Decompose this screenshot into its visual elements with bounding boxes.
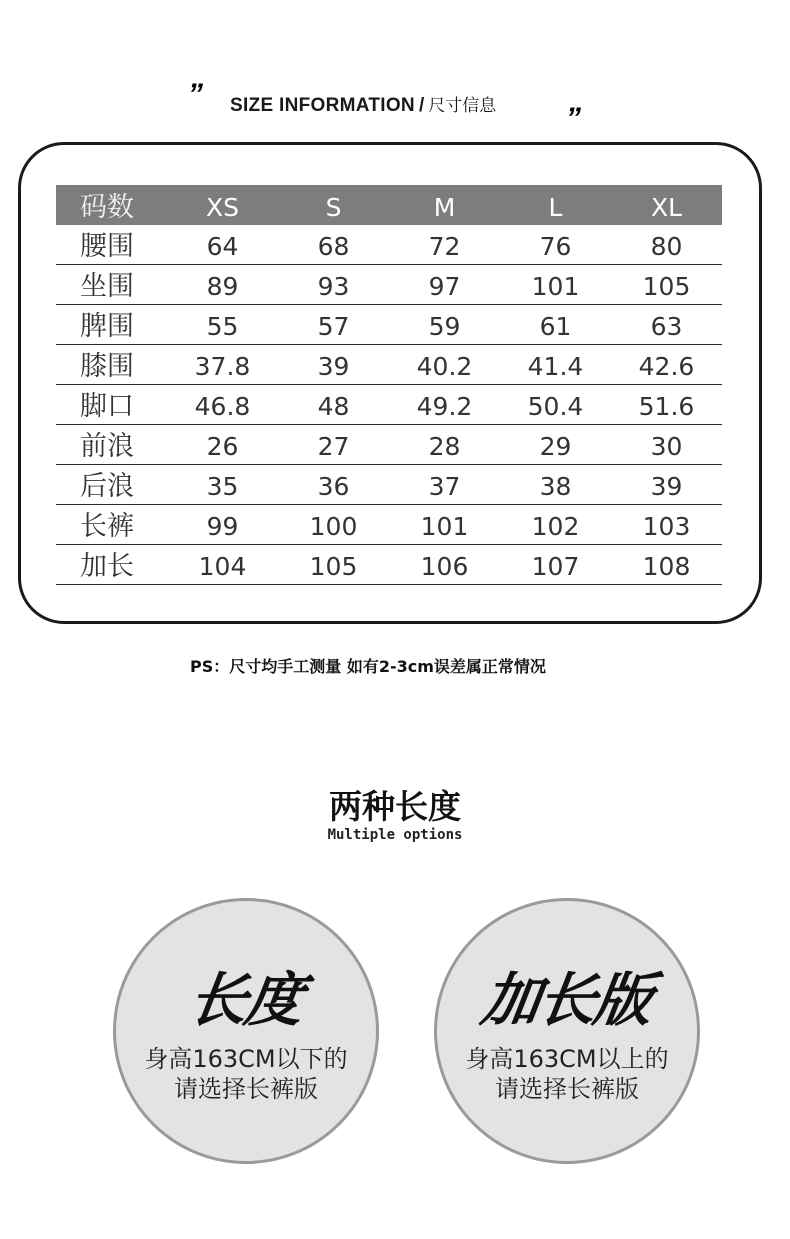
table-cell: 63 [650, 312, 683, 341]
table-cell: 30 [650, 432, 683, 461]
closing-quote-mark: ” [566, 102, 581, 135]
options-title: 两种长度 [329, 787, 461, 826]
table-row [56, 305, 722, 345]
table-cell: 105 [642, 272, 691, 301]
table-cell: 72 [428, 232, 461, 261]
table-cell: 27 [317, 432, 350, 461]
table-cell: 41.4 [527, 352, 584, 381]
table-cell: 29 [539, 432, 572, 461]
option-choice-text: 请选择长裤版 [174, 1075, 318, 1103]
table-cell: 50.4 [527, 392, 584, 421]
row-label: 后浪 [80, 471, 134, 502]
table-cell: 101 [420, 512, 469, 541]
header-cell-m: M [433, 192, 456, 222]
header-cell-s: S [325, 192, 342, 222]
table-cell: 68 [317, 232, 350, 261]
table-row [56, 545, 722, 585]
row-label: 长裤 [80, 511, 134, 542]
extended-length-option [434, 898, 700, 1164]
table-header-row [56, 185, 722, 225]
table-cell: 104 [198, 552, 247, 581]
table-cell: 39 [650, 472, 683, 501]
table-cell: 36 [317, 472, 350, 501]
regular-length-option [113, 898, 379, 1164]
table-cell: 57 [317, 312, 350, 341]
size-information-heading [230, 93, 496, 118]
row-label: 脚口 [80, 391, 134, 422]
table-cell: 37 [428, 472, 461, 501]
table-cell: 108 [642, 552, 691, 581]
table-cell: 39 [317, 352, 350, 381]
table-cell: 49.2 [416, 392, 473, 421]
table-cell: 61 [539, 312, 572, 341]
options-subtitle: Multiple options [327, 827, 463, 843]
header-cell-size: 码数 [80, 191, 134, 223]
row-label: 前浪 [80, 431, 134, 462]
table-cell: 28 [428, 432, 461, 461]
table-row [56, 345, 722, 385]
table-row [56, 505, 722, 545]
table-cell: 101 [531, 272, 580, 301]
row-label: 脾围 [80, 311, 134, 342]
header-cell-l: L [548, 192, 563, 222]
measurement-note: PS：尺寸均手工测量 如有2-3cm误差属正常情况 [190, 657, 546, 676]
table-cell: 89 [206, 272, 239, 301]
table-cell: 37.8 [194, 352, 251, 381]
row-label: 膝围 [80, 351, 134, 382]
table-cell: 55 [206, 312, 239, 341]
table-cell: 46.8 [194, 392, 251, 421]
table-cell: 64 [206, 232, 239, 261]
row-label: 腰围 [80, 231, 134, 262]
header-cell-xs: XS [206, 192, 239, 222]
opening-quote-mark: ” [188, 78, 203, 111]
table-cell: 93 [317, 272, 350, 301]
table-row [56, 425, 722, 465]
table-row [56, 225, 722, 265]
table-cell: 40.2 [416, 352, 473, 381]
table-cell: 76 [539, 232, 572, 261]
table-row [56, 465, 722, 505]
table-cell: 26 [206, 432, 239, 461]
option-title: 加长版 [477, 966, 656, 1034]
table-cell: 80 [650, 232, 683, 261]
heading-separator: / [418, 95, 425, 116]
table-cell: 107 [531, 552, 580, 581]
table-cell: 103 [642, 512, 691, 541]
heading-english: SIZE INFORMATION [230, 95, 415, 116]
table-row [56, 385, 722, 425]
table-cell: 48 [317, 392, 350, 421]
table-cell: 51.6 [638, 392, 695, 421]
header-cell-xl: XL [650, 192, 683, 222]
table-cell: 35 [206, 472, 239, 501]
table-cell: 42.6 [638, 352, 695, 381]
table-cell: 38 [539, 472, 572, 501]
option-title: 长度 [184, 966, 307, 1034]
table-cell: 97 [428, 272, 461, 301]
heading-chinese: 尺寸信息 [428, 96, 497, 116]
row-label: 加长 [80, 551, 134, 582]
row-label: 坐围 [80, 271, 134, 302]
table-cell: 102 [531, 512, 580, 541]
table-cell: 105 [309, 552, 358, 581]
table-cell: 99 [206, 512, 239, 541]
table-row [56, 265, 722, 305]
table-cell: 100 [309, 512, 358, 541]
size-table [56, 185, 722, 585]
option-height-text: 身高163CM以下的 [144, 1045, 348, 1073]
option-choice-text: 请选择长裤版 [495, 1075, 639, 1103]
option-height-text: 身高163CM以上的 [465, 1045, 669, 1073]
table-cell: 59 [428, 312, 461, 341]
table-cell: 106 [420, 552, 469, 581]
